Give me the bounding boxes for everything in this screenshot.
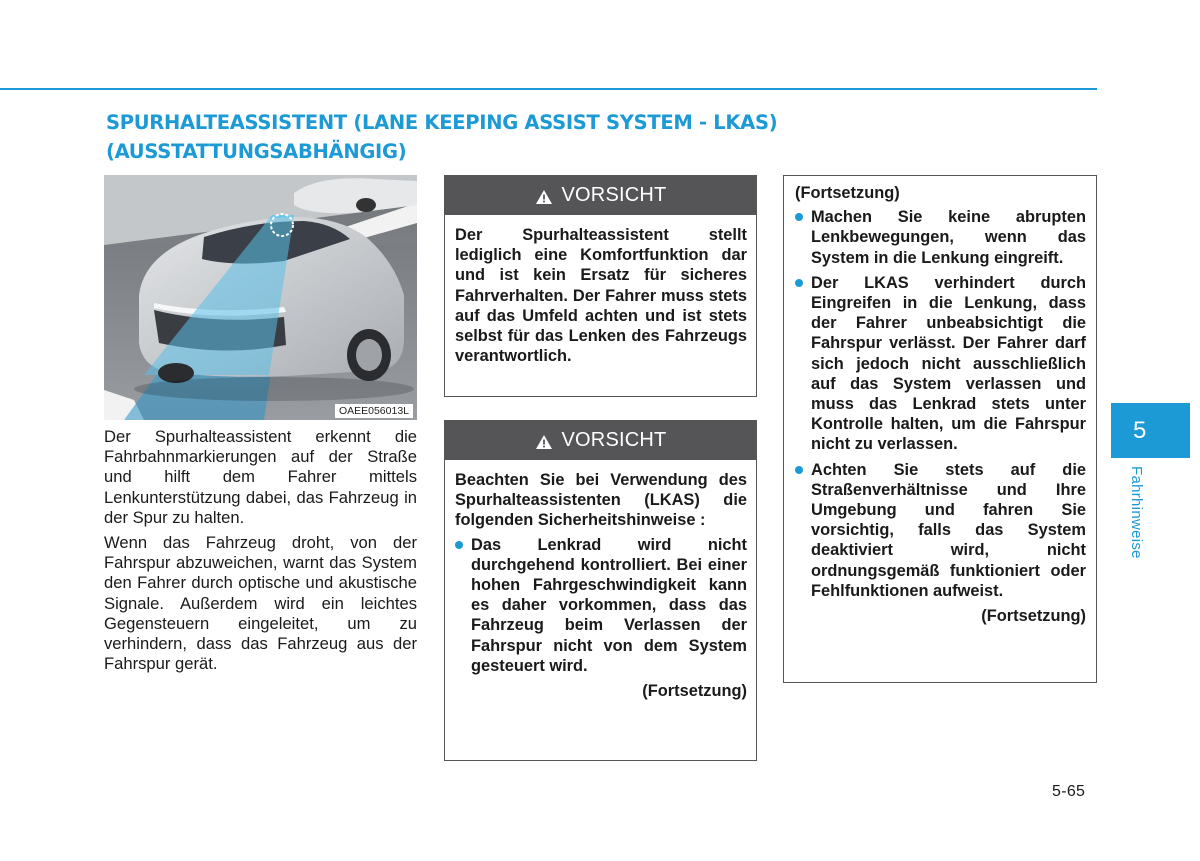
intro-paragraph-1: Der Spurhalteassistent erkennt die Fahrbahnmarkierungen auf der Straße und hilft dem Fahrer mittels Lenkunterstützung dabei, das Fahrzeug in der Spur zu halten.	[104, 427, 417, 527]
lkas-illustration	[104, 175, 417, 420]
page-title-line-2: (AUSSTATTUNGSABHÄNGIG)	[106, 140, 407, 163]
caution-box-2	[444, 420, 757, 761]
warning-triangle-icon	[535, 433, 553, 449]
page-title	[106, 108, 866, 166]
caution-body-2	[445, 460, 756, 701]
page-title-line-1: SPURHALTEASSISTENT (LANE KEEPING ASSIST SYSTEM - LKAS)	[106, 111, 778, 134]
bullet-dot-icon	[795, 466, 803, 474]
list-item	[455, 535, 747, 676]
caution-box-1	[444, 175, 757, 397]
caution-label-2: VORSICHT	[561, 429, 667, 451]
bullet-text: Machen Sie keine abrupten Lenkbewegungen, wenn das System in die Lenkung eingreift.	[811, 208, 1086, 267]
caution-intro-2: Beachten Sie bei Verwendung des Spurhalteassistenten (LKAS) die folgenden Sicherheitshinweise :	[455, 471, 747, 530]
figure-code: OAEE056013L	[335, 404, 413, 418]
list-item	[795, 207, 1086, 268]
chapter-number-tab: 5	[1111, 403, 1190, 458]
warning-triangle-icon	[535, 188, 553, 204]
page-number: 5-65	[1052, 783, 1086, 800]
bullet-text: Achten Sie stets auf die Straßenverhältnisse und Ihre Umgebung und fahren Sie vorsichtig, falls das System deaktiviert wird, nicht ordnungsgemäß funktioniert oder Fehlfunktionen aufweist.	[811, 460, 1086, 600]
continuation-heading: (Fortsetzung)	[795, 184, 900, 202]
caution-text-1: Der Spurhalteassistent stellt lediglich eine Komfortfunktion dar und ist kein Ersatz für sicheres Fahrverhalten. Der Fahrer muss stets auf das Umfeld achten und ist stets selbst für das Lenken des Fahrzeugs verantwortlich.	[455, 226, 747, 366]
continuation-box	[783, 175, 1097, 683]
caution-header-1	[445, 176, 756, 215]
caution-bullets-2	[455, 535, 747, 676]
bullet-dot-icon	[455, 541, 463, 549]
car-lane-illustration-graphic	[104, 175, 417, 420]
bullet-text: Das Lenkrad wird nicht durchgehend kontrolliert. Bei einer hohen Fahrgeschwindigkeit kann es daher vorkommen, dass das Fahrzeug beim Verlassen der Fahrspur nicht von dem System gesteuert wird.	[471, 535, 747, 675]
continuation-body	[784, 176, 1096, 626]
header-rule	[0, 88, 1097, 90]
caution-body-1	[445, 215, 756, 366]
intro-paragraph-2: Wenn das Fahrzeug droht, von der Fahrspur abzuweichen, warnt das System den Fahrer durch optische und akustische Signale. Außerdem wird ein leichtes Gegensteuern eingeleitet, um zu verhindern, dass das Fahrzeug aus der Fahrspur gerät.	[104, 533, 417, 674]
caution-label-1: VORSICHT	[561, 184, 667, 206]
continuation-bullets	[795, 207, 1086, 601]
list-item	[795, 273, 1086, 455]
bullet-dot-icon	[795, 213, 803, 221]
bullet-dot-icon	[795, 279, 803, 287]
caution-header-2	[445, 421, 756, 460]
continued-label-2: (Fortsetzung)	[642, 682, 747, 701]
chapter-label: Fahrhinweise	[1128, 466, 1145, 559]
list-item	[795, 460, 1086, 601]
continued-label-3: (Fortsetzung)	[981, 607, 1086, 626]
bullet-text: Der LKAS verhindert durch Eingreifen in die Lenkung, dass der Fahrer unbeabsichtigt die Fahrspur verlässt. Der Fahrer darf sich jedoch nicht ausschließlich auf das System verlassen und muss das Lenkrad stets unter Kontrolle halten, um die Fahrspur nicht zu verlassen.	[811, 273, 1086, 454]
